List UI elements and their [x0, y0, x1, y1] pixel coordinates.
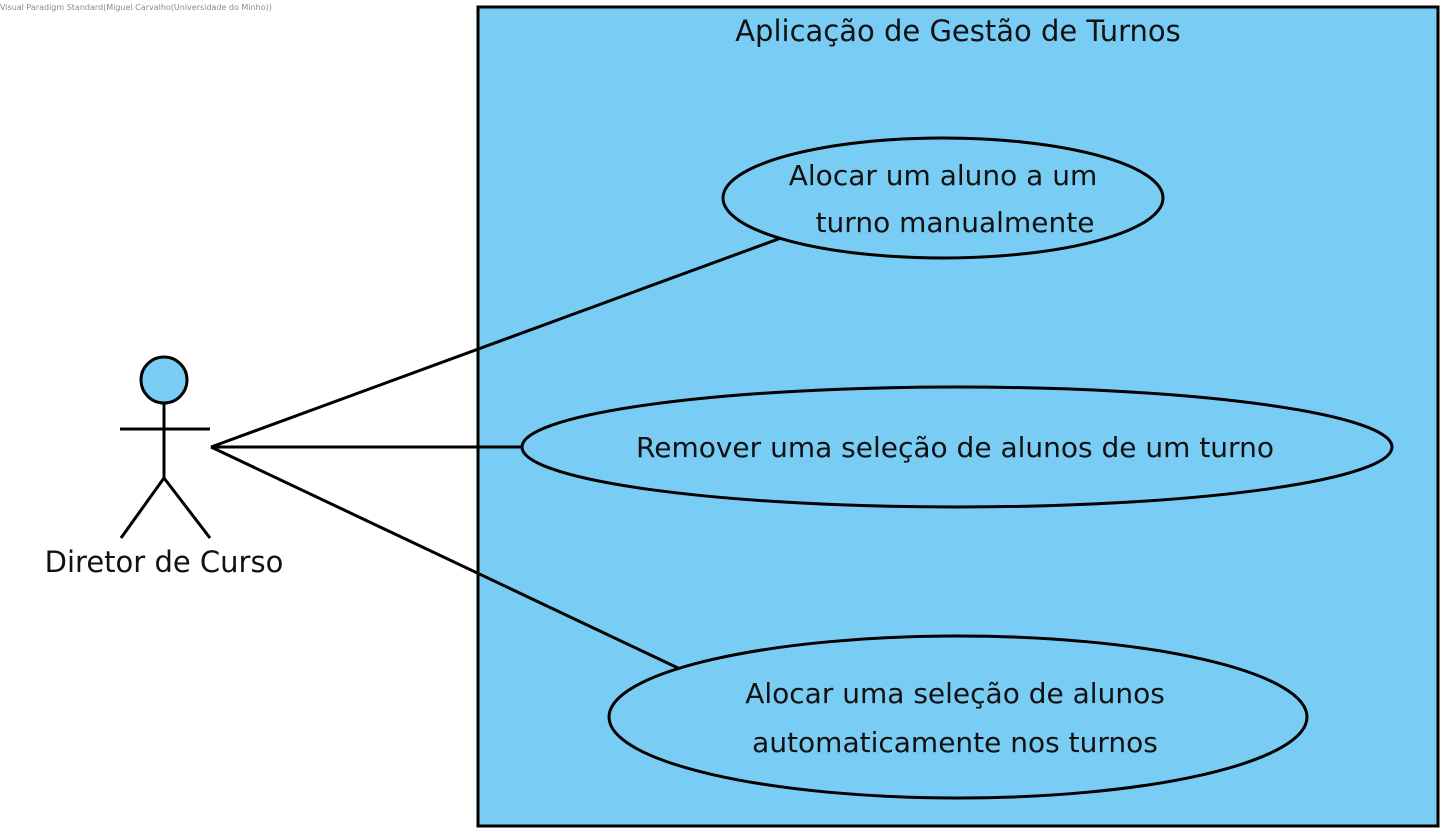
actor-right-leg	[164, 478, 210, 538]
use-case-label-line-1: Remover uma seleção de alunos de um turno	[636, 431, 1274, 464]
use-case-ellipse[interactable]	[609, 636, 1307, 798]
use-case-label-line-2: automaticamente nos turnos	[752, 726, 1158, 759]
use-case-label-line-1: Alocar um aluno a um	[788, 159, 1098, 192]
use-case-label-line-2: turno manualmente	[815, 206, 1095, 239]
system-title: Aplicação de Gestão de Turnos	[735, 14, 1181, 48]
use-case-ellipse[interactable]	[723, 138, 1163, 258]
actor-label: Diretor de Curso	[44, 545, 284, 579]
actor-director[interactable]	[45, 357, 284, 579]
actor-left-leg	[121, 478, 164, 538]
use-case-remove-selection[interactable]	[522, 387, 1392, 507]
use-case-label-line-1: Alocar uma seleção de alunos	[745, 677, 1165, 710]
use-case-allocate-auto[interactable]	[609, 636, 1307, 798]
watermark-text: Visual Paradigm Standard(Miguel Carvalho(Universidade do Minho))	[0, 3, 272, 12]
use-case-allocate-manual[interactable]	[723, 138, 1163, 258]
actor-head	[141, 357, 187, 403]
